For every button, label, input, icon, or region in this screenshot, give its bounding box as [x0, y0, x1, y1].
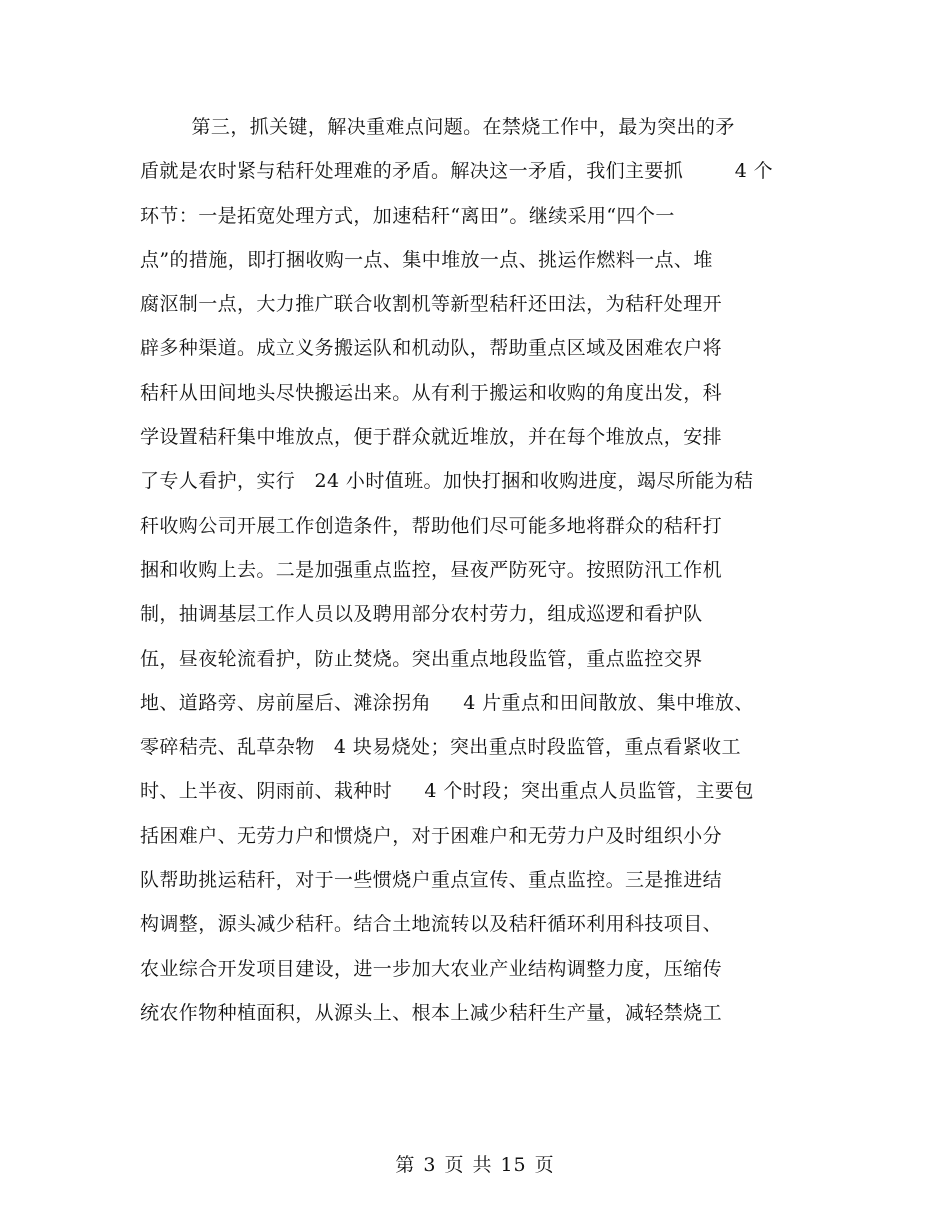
text-line: 伍，昼夜轮流看护，防止焚烧。突出重点地段监管，重点监控交界: [140, 647, 703, 670]
text-line: 盾就是农时紧与秸秆处理难的矛盾。解决这一矛盾，我们主要抓 4 个: [140, 160, 774, 183]
text-line: 第三，抓关键，解决重难点问题。在禁烧工作中，最为突出的矛: [140, 116, 735, 138]
footer-page-word: 页: [444, 1154, 465, 1176]
text-line: 括困难户、无劳力户和惯烧户，对于困难户和无劳力户及时组织小分: [140, 824, 723, 847]
footer-prefix: 第: [395, 1154, 416, 1176]
text-line: 秆收购公司开展工作创造条件，帮助他们尽可能多地将群众的秸秆打: [140, 514, 723, 537]
text-line: 点”的措施，即打捆收购一点、集中堆放一点、挑运作燃料一点、堆: [140, 248, 713, 271]
body-text: [140, 112, 820, 1042]
text-line: 腐沤制一点，大力推广联合收割机等新型秸秆还田法，为秸秆处理开: [140, 293, 723, 316]
text-line: 制，抽调基层工作人员以及聘用部分农村劳力，组成巡逻和看护队: [140, 603, 703, 626]
text-line: 环节：一是拓宽处理方式，加速秸秆“离田”。继续采用“四个一: [140, 204, 675, 227]
footer-total-prefix: 共: [472, 1154, 493, 1176]
page-footer: [0, 1150, 950, 1177]
text-line: 农业综合开发项目建设，进一步加大农业产业结构调整力度，压缩传: [140, 957, 723, 980]
text-line: 地、道路旁、房前屋后、滩涂拐角 4 片重点和田间散放、集中堆放、: [140, 691, 754, 714]
text-line: 构调整，源头减少秸秆。结合土地流转以及秸秆循环利用科技项目、: [140, 913, 723, 936]
text-line: 秸秆从田间地头尽快搬运出来。从有利于搬运和收购的角度出发，科: [140, 381, 723, 404]
footer-total-word: 页: [534, 1154, 555, 1176]
text-line: 了专人看护，实行 24 小时值班。加快打捆和收购进度，竭尽所能为秸: [140, 470, 754, 493]
current-page-number: 3: [423, 1154, 437, 1176]
text-line: 学设置秸秆集中堆放点，便于群众就近堆放，并在每个堆放点，安排: [140, 426, 723, 449]
text-line: 辟多种渠道。成立义务搬运队和机动队，帮助重点区域及困难农户将: [140, 337, 723, 360]
total-page-number: 15: [500, 1154, 527, 1176]
text-line: 队帮助挑运秸秆，对于一些惯烧户重点宣传、重点监控。三是推进结: [140, 869, 723, 892]
text-line: 时、上半夜、阴雨前、栽种时 4 个时段；突出重点人员监管，主要包: [140, 780, 754, 803]
text-line: 统农作物种植面积，从源头上、根本上减少秸秆生产量，减轻禁烧工: [140, 1001, 723, 1024]
text-line: 零碎秸壳、乱草杂物 4 块易烧处；突出重点时段监管，重点看紧收工: [140, 736, 741, 759]
text-line: 捆和收购上去。二是加强重点监控，昼夜严防死守。按照防汛工作机: [140, 558, 723, 581]
